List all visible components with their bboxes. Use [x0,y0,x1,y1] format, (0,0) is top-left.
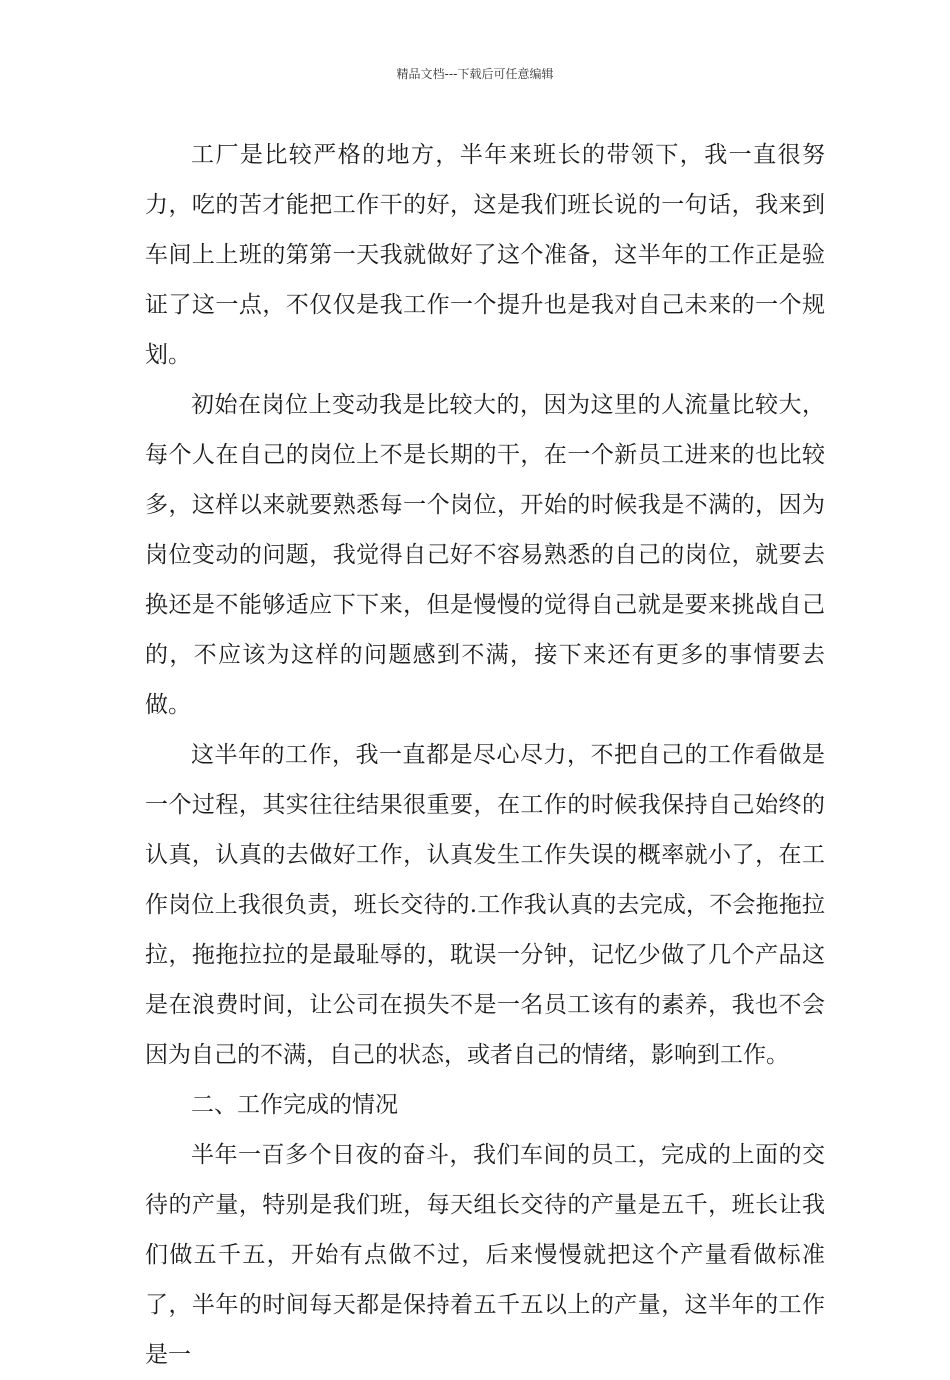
paragraph-4: 半年一百多个日夜的奋斗，我们车间的员工，完成的上面的交待的产量，特别是我们班，每天组长交待的产量是五千，班长让我们做五千五，开始有点做不过，后来慢慢就把这个产量看做标准了，半年的时间每天都是保持着五千五以上的产量，这半年的工作是一 [145,1142,825,1368]
paragraph-1: 工厂是比较严格的地方，半年来班长的带领下，我一直很努力，吃的苦才能把工作干的好，这是我们班长说的一句话，我来到车间上上班的第第一天我就做好了这个准备，这半年的工作正是验证了这一点，不仅仅是我工作一个提升也是我对自己未来的一个规划。 [145,142,825,368]
document-body [145,130,825,1380]
page-header: 精品文档---下载后可任意编辑 [396,67,554,81]
section-heading: 二、工作完成的情况 [191,1092,398,1118]
paragraph-2: 初始在岗位上变动我是比较大的，因为这里的人流量比较大，每个人在自己的岗位上不是长期的干，在一个新员工进来的也比较多，这样以来就要熟悉每一个岗位，开始的时候我是不满的，因为岗位变动的问题，我觉得自己好不容易熟悉的自己的岗位，就要去换还是不能够适应下下来，但是慢慢的觉得自己就是要来挑战自己的，不应该为这样的问题感到不满，接下来还有更多的事情要去做。 [145,392,825,718]
paragraph-3: 这半年的工作，我一直都是尽心尽力，不把自己的工作看做是一个过程，其实往往结果很重要，在工作的时候我保持自己始终的认真，认真的去做好工作，认真发生工作失误的概率就小了，在工作岗位上我很负责，班长交待的.工作我认真的去完成，不会拖拖拉拉，拖拖拉拉的是最耻辱的，耽误一分钟，记忆少做了几个产品这是在浪费时间，让公司在损失不是一名员工该有的素养，我也不会因为自己的不满，自己的状态，或者自己的情绪，影响到工作。 [145,742,825,1068]
